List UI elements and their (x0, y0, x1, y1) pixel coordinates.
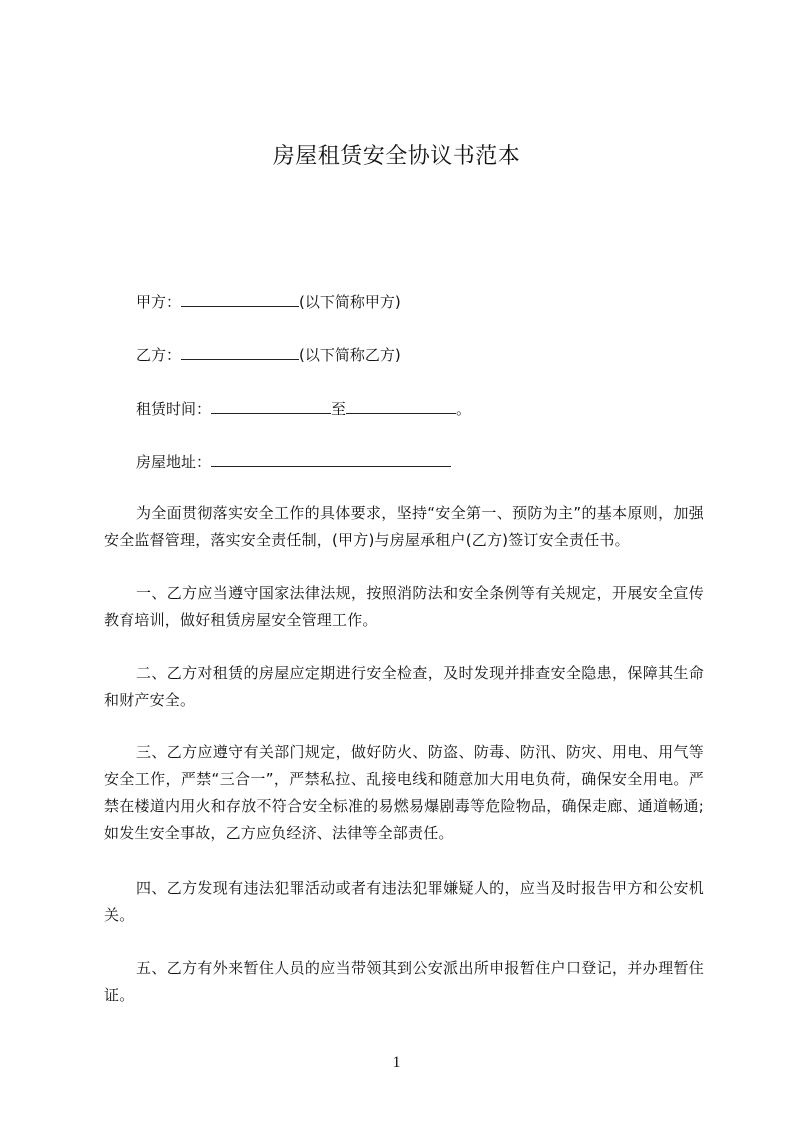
party-a-suffix: (以下简称甲方) (299, 293, 401, 311)
clause-1-paragraph: 一、乙方应当遵守国家法律法规，按照消防法和安全条例等有关规定，开展安全宣传教育培训，做好租赁房屋安全管理工作。 (104, 584, 704, 629)
address-blank[interactable] (211, 450, 451, 467)
lease-period-to: 至 (331, 400, 347, 418)
clause-5-paragraph: 五、乙方有外来暂住人员的应当带领其到公安派出所申报暂住户口登记，并办理暂住证。 (104, 959, 704, 1004)
address-label: 房屋地址： (136, 453, 212, 471)
document-title: 房屋租赁安全协议书范本 (272, 144, 521, 169)
lease-period-end: 。 (456, 400, 472, 418)
lease-start-blank[interactable] (211, 397, 331, 414)
address-line (136, 450, 451, 474)
party-b-suffix: (以下简称乙方) (299, 346, 401, 364)
clause-3-paragraph: 三、乙方应遵守有关部门规定，做好防火、防盗、防毒、防汛、防灾、用电、用气等安全工作，严禁“三合一”，严禁私拉、乱接电线和随意加大用电负荷，确保安全用电。严禁在楼道内用火和存放不符合安全标准的易燃易爆剧毒等危险物品，确保走廊、通道畅通;如发生安全事故，乙方应负经济、法律等全部责任。 (104, 743, 704, 842)
clause-4-paragraph: 四、乙方发现有违法犯罪活动或者有违法犯罪嫌疑人的，应当及时报告甲方和公安机关。 (104, 879, 704, 924)
party-b-line (136, 343, 401, 367)
lease-period-label: 租赁时间： (136, 400, 212, 418)
intro-paragraph: 为全面贯彻落实安全工作的具体要求，坚持“安全第一、预防为主”的基本原则，加强安全监督管理，落实安全责任制，(甲方)与房屋承租户(乙方)签订安全责任书。 (104, 504, 704, 549)
lease-period-line (136, 397, 471, 421)
page-number: 1 (392, 1054, 401, 1071)
lease-end-blank[interactable] (346, 397, 456, 414)
party-a-label: 甲方： (136, 293, 182, 311)
party-a-blank[interactable] (181, 290, 299, 307)
clause-2-paragraph: 二、乙方对租赁的房屋应定期进行安全检查，及时发现并排查安全隐患，保障其生命和财产安全。 (104, 664, 704, 709)
party-b-blank[interactable] (181, 343, 299, 360)
party-a-line (136, 290, 401, 314)
party-b-label: 乙方： (136, 346, 182, 364)
